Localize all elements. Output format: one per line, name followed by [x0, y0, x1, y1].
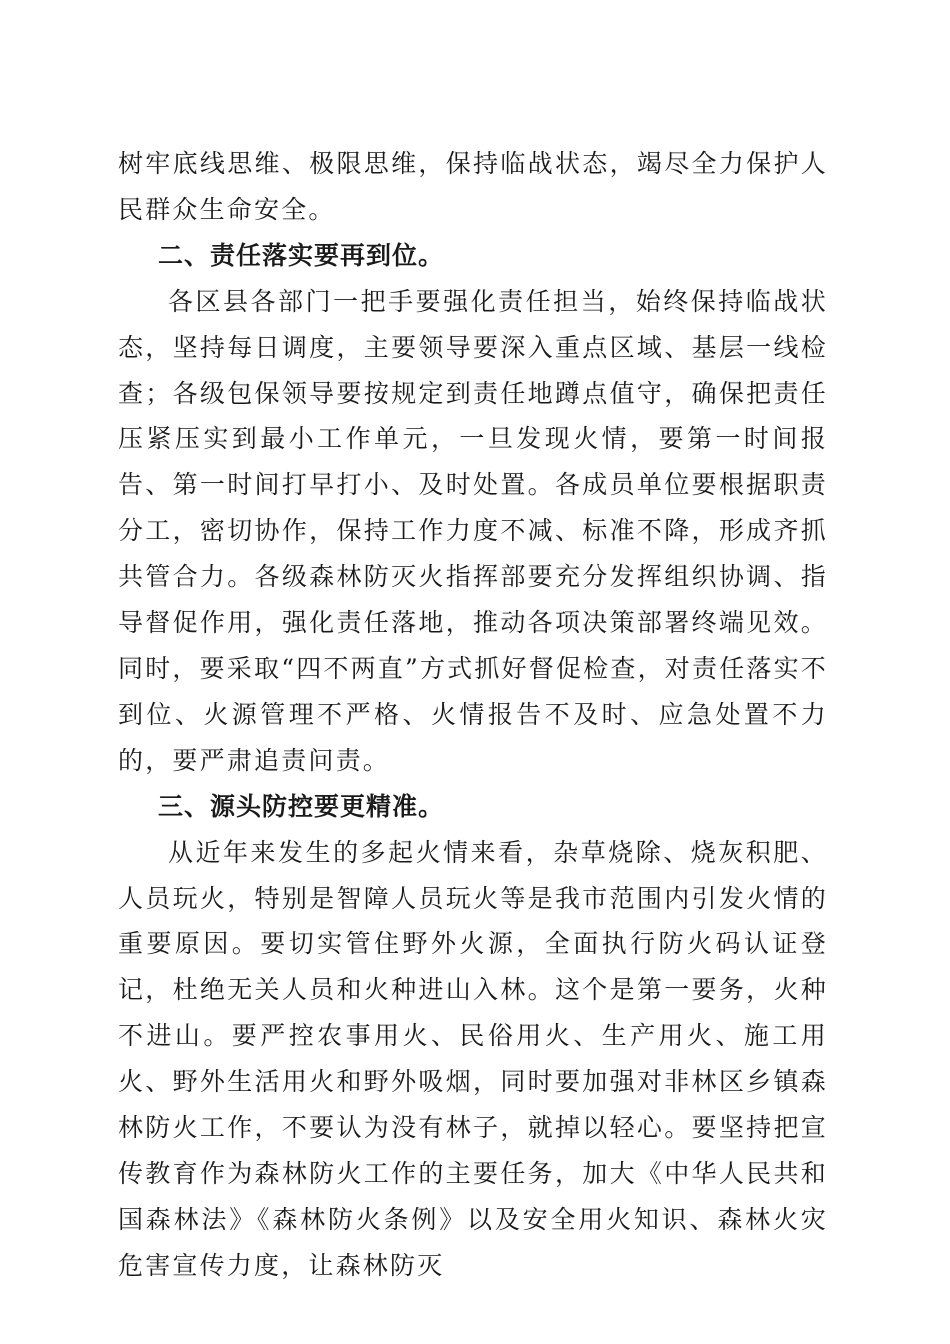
document-body: [118, 141, 828, 1289]
section-heading-3: 三、源头防控要更精准。: [158, 791, 445, 821]
section-heading-2: 二、责任落实要再到位。: [158, 240, 445, 270]
paragraph-source-control: 从近年来发生的多起火情来看，杂草烧除、烧灰积肥、人员玩火，特别是智障人员玩火等是我市范围内引发火情的重要原因。要切实管住野外火源，全面执行防火码认证登记，杜绝无关人员和火种进山入林。这个是第一要务，火种不进山。要严控农事用火、民俗用火、生产用火、施工用火、野外生活用火和野外吸烟，同时要加强对非林区乡镇森林防火工作，不要认为没有林子，就掉以轻心。要坚持把宣传教育作为森林防火工作的主要任务，加大《中华人民共和国森林法》《森林防火条例》以及安全用火知识、森林火灾危害宣传力度，让森林防灭: [118, 837, 828, 1280]
paragraph-responsibility: 各区县各部门一把手要强化责任担当，始终保持临战状态，坚持每日调度，主要领导要深入重点区域、基层一线检查；各级包保领导要按规定到责任地蹲点值守，确保把责任压紧压实到最小工作单元，一旦发现火情，要第一时间报告、第一时间打早打小、及时处置。各成员单位要根据职责分工，密切协作，保持工作力度不减、标准不降，形成齐抓共管合力。各级森林防灭火指挥部要充分发挥组织协调、指导督促作用，强化责任落地，推动各项决策部署终端见效。同时，要采取“四不两直”方式抓好督促检查，对责任落实不到位、火源管理不严格、火情报告不及时、应急处置不力的，要严肃追责问责。: [118, 286, 828, 775]
paragraph-continuation: 树牢底线思维、极限思维，保持临战状态，竭尽全力保护人民群众生命安全。: [118, 149, 828, 224]
